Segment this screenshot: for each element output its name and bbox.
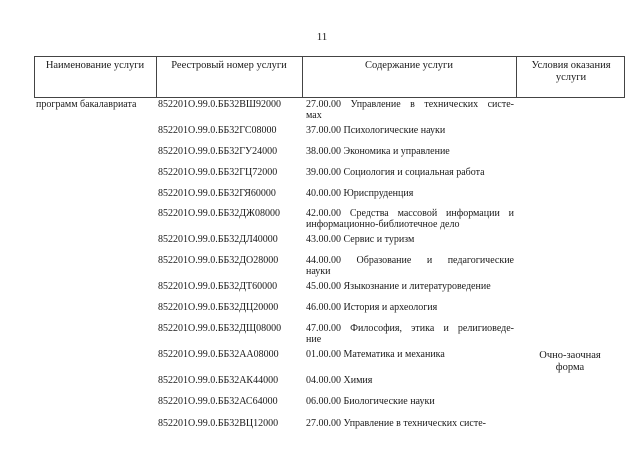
registry-number-cell: 852201О.99.0.ББ32ГУ24000	[158, 146, 278, 157]
service-content-continuation: науки	[306, 266, 331, 277]
service-content-cell	[306, 234, 514, 245]
service-content-line: 44.00.00 Образование и педагогические	[306, 255, 514, 266]
service-content-cell	[306, 281, 514, 292]
service-content-line: 40.00.00 Юриспруденция	[306, 188, 414, 199]
registry-number-cell: 852201О.99.0.ББ32ГЦ72000	[158, 167, 278, 178]
service-content-cell	[306, 208, 514, 230]
registry-number-cell: 852201О.99.0.ББ32ДЦ20000	[158, 302, 279, 313]
condition-cell	[517, 350, 623, 374]
service-content-continuation: информационно-библиотечное дело	[306, 219, 460, 230]
service-content-cell	[306, 375, 514, 386]
registry-number-cell: 852201О.99.0.ББ32ДО28000	[158, 255, 279, 266]
service-name-cell: программ бакалавриата	[36, 99, 137, 110]
registry-number-cell: 852201О.99.0.ББ32ГС08000	[158, 125, 277, 136]
registry-number-cell: 852201О.99.0.ББ32АА08000	[158, 349, 279, 360]
service-content-line: 04.00.00 Химия	[306, 375, 373, 386]
service-content-line: 39.00.00 Социология и социальная работа	[306, 167, 485, 178]
service-content-cell	[306, 146, 514, 157]
condition-line-1: Очно-заочная	[539, 350, 601, 361]
service-content-cell	[306, 323, 514, 345]
registry-number-cell: 852201О.99.0.ББ32ВШ92000	[158, 99, 281, 110]
service-content-line: 37.00.00 Психологические науки	[306, 125, 446, 136]
header-service-name: Наименование услуги	[45, 60, 145, 71]
registry-number-cell: 852201О.99.0.ББ32ДЖ08000	[158, 208, 280, 219]
service-content-cell	[306, 99, 514, 121]
service-content-line: 27.00.00 Управление в технических систе-	[306, 418, 486, 429]
service-content-cell	[306, 302, 514, 313]
registry-number-cell: 852201О.99.0.ББ32ВЦ12000	[158, 418, 279, 429]
header-content: Содержание услуги	[365, 60, 453, 71]
service-content-cell	[306, 255, 514, 277]
service-content-continuation: ние	[306, 334, 322, 345]
column-divider-right-edge	[624, 56, 625, 98]
service-content-line: 01.00.00 Математика и механика	[306, 349, 445, 360]
column-divider-left-edge	[34, 56, 35, 98]
service-content-cell	[306, 396, 514, 407]
service-content-cell	[306, 188, 514, 199]
table-header-bottom-border	[34, 97, 625, 98]
registry-number-cell: 852201О.99.0.ББ32ДЩ08000	[158, 323, 282, 334]
condition-line-2: форма	[555, 362, 585, 373]
column-divider-1	[156, 56, 157, 98]
service-content-cell	[306, 125, 514, 136]
column-divider-2	[302, 56, 303, 98]
service-content-line: 45.00.00 Языкознание и литературоведение	[306, 281, 491, 292]
table-top-border	[34, 56, 625, 57]
header-registry-number: Реестровый номер услуги	[171, 60, 287, 71]
service-content-line: 47.00.00 Философия, этика и религиоведе-	[306, 323, 514, 334]
service-content-line: 38.00.00 Экономика и управление	[306, 146, 450, 157]
registry-number-cell: 852201О.99.0.ББ32АК44000	[158, 375, 279, 386]
service-content-cell	[306, 418, 514, 429]
column-divider-3	[516, 56, 517, 98]
registry-number-cell: 852201О.99.0.ББ32АС64000	[158, 396, 278, 407]
page-number: 11	[316, 31, 328, 43]
header-conditions: Условия оказания услуги	[531, 60, 611, 83]
registry-number-cell: 852201О.99.0.ББ32ГЯ60000	[158, 188, 276, 199]
service-content-continuation: мах	[306, 110, 322, 121]
service-content-cell	[306, 167, 514, 178]
registry-number-cell: 852201О.99.0.ББ32ДТ60000	[158, 281, 278, 292]
service-content-line: 46.00.00 История и археология	[306, 302, 438, 313]
service-content-line: 42.00.00 Средства массовой информации и	[306, 208, 514, 219]
service-content-line: 06.00.00 Биологические науки	[306, 396, 435, 407]
registry-number-cell: 852201О.99.0.ББ32ДЛ40000	[158, 234, 278, 245]
service-content-line: 43.00.00 Сервис и туризм	[306, 234, 415, 245]
service-content-line: 27.00.00 Управление в технических систе-	[306, 99, 514, 110]
service-content-cell	[306, 349, 514, 360]
